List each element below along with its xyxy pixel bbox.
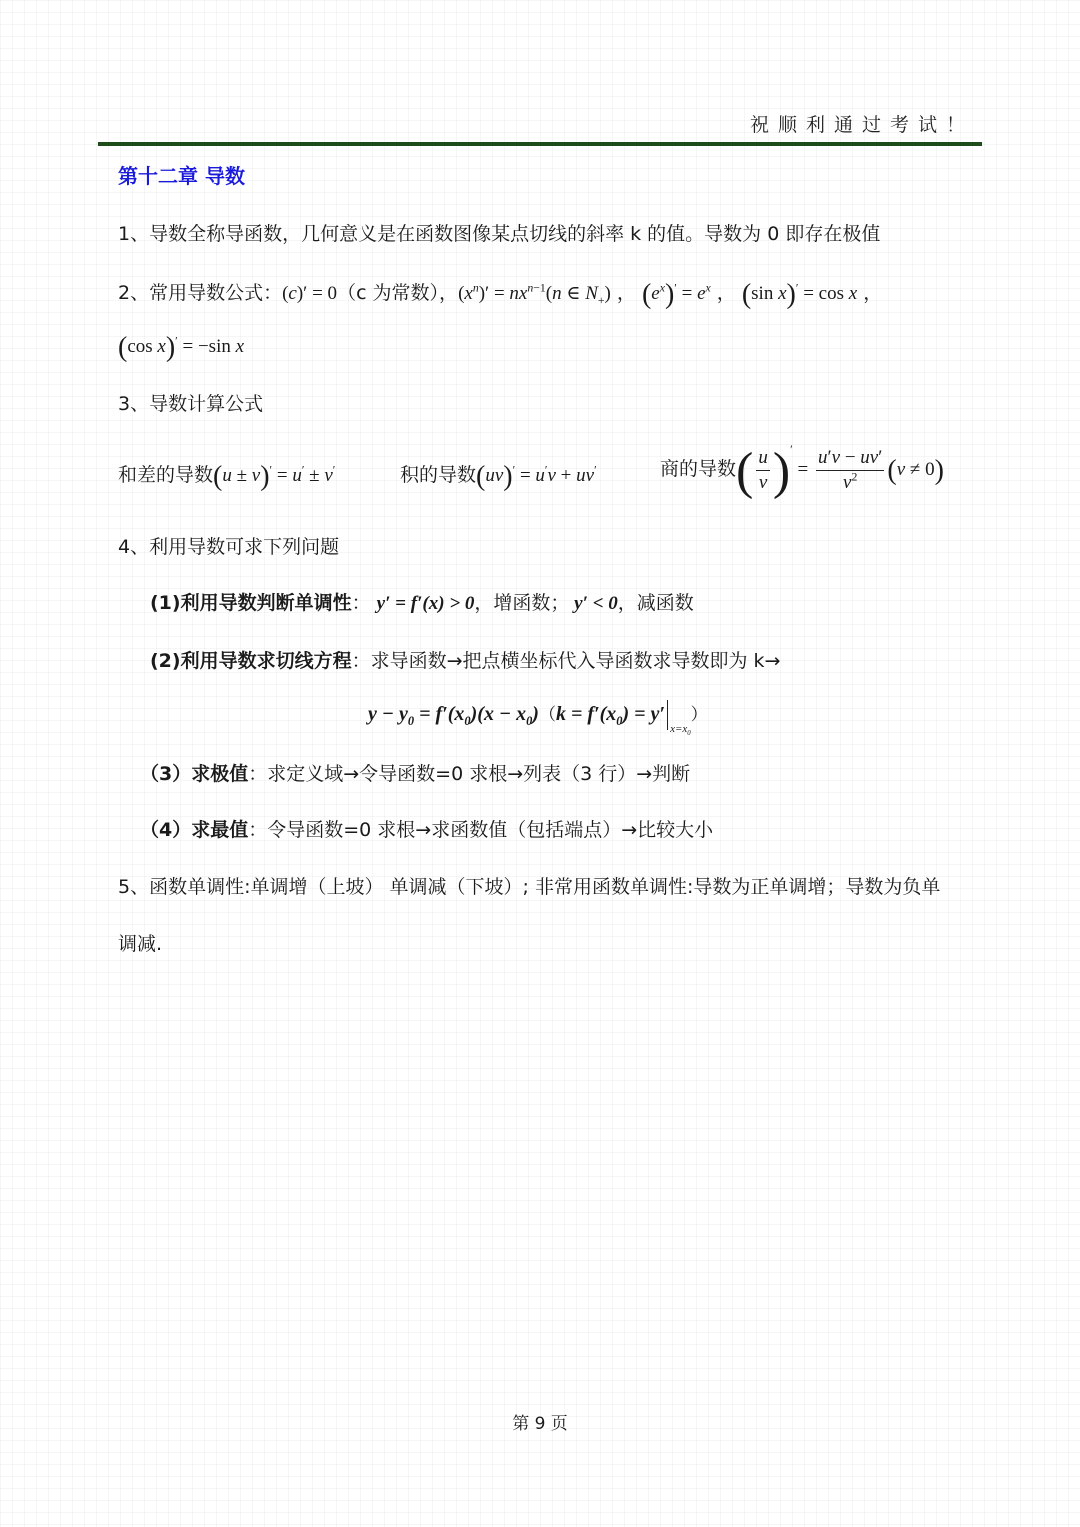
quotient-rule-label: 商的导数	[660, 458, 737, 480]
sub-2-text: ：求导函数→把点横坐标代入导函数求导数即为 k→	[351, 650, 781, 672]
formula-cos: (cos x)′ = −sin x	[118, 332, 245, 363]
sub-3-label: （3）求极值	[140, 763, 249, 785]
item-2-note: （c 为常数），	[337, 282, 459, 304]
formula-power: $(x^n)' = nx^{n-1}(n$ ∈ $N_+$)	[458, 281, 611, 307]
item-5-continued: 调减.	[118, 933, 163, 955]
item-5: 5、函数单调性:单调增（上坡） 单调减（下坡）; 非常用函数单调性:导数为正单调增；导数为负单	[118, 876, 941, 898]
sub-3-text: ：求定义域→令导函数=0 求根→列表（3 行）→判断	[248, 763, 691, 785]
page-number: 第 9 页	[512, 1414, 568, 1434]
sub-4-text: ：令导函数=0 求根→求函数值（包括端点）→比较大小	[248, 819, 714, 841]
item-2: 2、常用导数公式：(c)′ = 0（c 为常数），$(x^n)' = nx^{n-1}(n$ ∈ $N_+$) ， $(e^x)' = e^x$ ， (sin x)′ = cos x ，	[118, 279, 883, 310]
sub-1-label: (1)利用导数判断单调性	[150, 592, 352, 614]
sub-1-decreasing: ，减函数	[617, 592, 694, 614]
product-rule: 积的导数(uv)′ = u′v + uv′	[400, 461, 597, 492]
sum-rule-label: 和差的导数	[118, 464, 214, 486]
sub-3	[140, 759, 690, 786]
sub-1-increasing: ，增函数；	[474, 592, 570, 614]
sub-4	[140, 815, 713, 842]
sub-1: (1)利用导数判断单调性： y′ = f′(x) > 0，增函数； y′ < 0，减函数	[150, 592, 694, 614]
sub-2-label: (2)利用导数求切线方程	[150, 650, 352, 672]
quotient-rule: 商的导数( $\frac{u}{v}$ )′ = $\frac{u'v - uv'}{v^2}$ (v ≠ 0)	[660, 443, 944, 500]
formula-decreasing: y′ < 0	[569, 593, 618, 614]
formula-exp: $(e^x)' = e^x$	[641, 279, 711, 310]
header-motto: 祝顺利通过考试！	[749, 114, 974, 136]
tangent-line-formula: $y - y_0 = f'(x_0)(x - x_0)(k = f'(x_0) = y'_{x=x_0})$	[368, 700, 708, 735]
header-rule	[98, 142, 982, 146]
item-3: 3、导数计算公式	[118, 393, 264, 415]
chapter-title: 第十二章 导数	[118, 164, 245, 188]
sub-4-label: （4）求最值	[140, 819, 249, 841]
item-4: 4、利用导数可求下列问题	[118, 536, 340, 558]
sub-2	[150, 646, 780, 673]
formula-sin: (sin x)′ = cos x	[741, 279, 858, 310]
product-rule-label: 积的导数	[400, 464, 477, 486]
sum-rule: 和差的导数(u ± v)′ = u′ ± v′	[118, 461, 336, 492]
formula-increasing: y′ = f′(x) > 0	[376, 593, 475, 614]
formula-const: (c)′ = 0	[282, 283, 338, 304]
item-2-label: 2、常用导数公式：	[118, 282, 283, 304]
item-1: 1、导数全称导函数，几何意义是在函数图像某点切线的斜率 k 的值。导数为 0 即存在极值	[118, 223, 881, 245]
